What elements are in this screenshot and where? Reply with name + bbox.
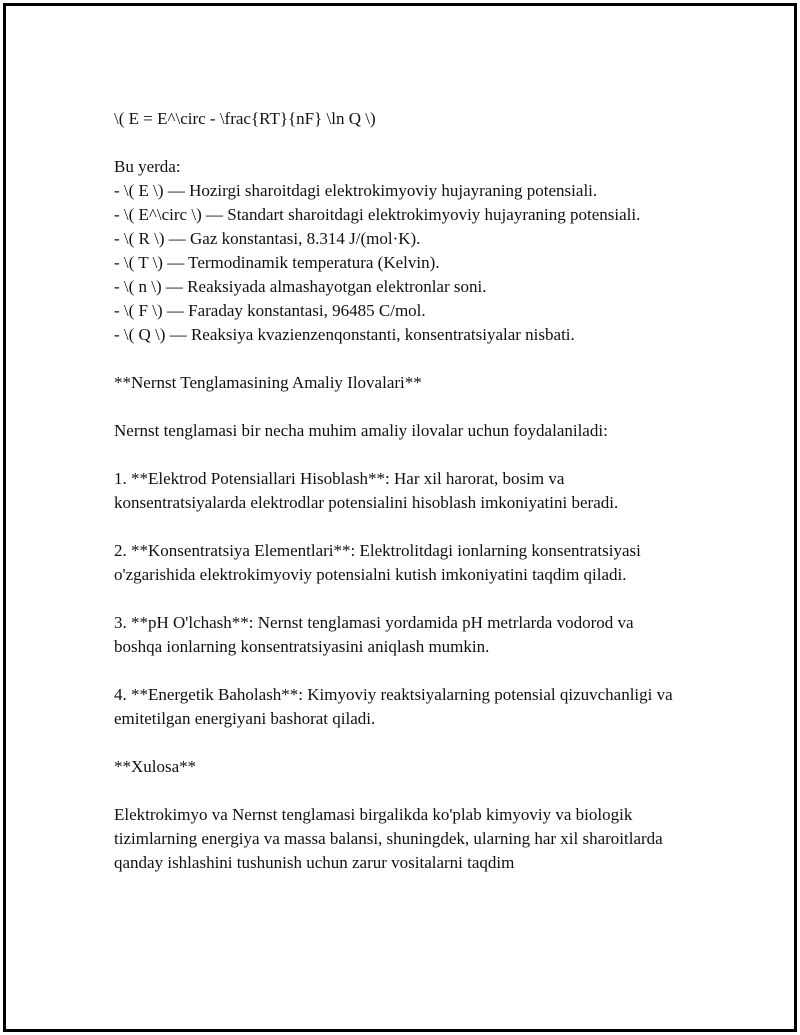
formula-block (114, 107, 684, 131)
legend-intro: Bu yerda: (114, 157, 181, 176)
section-heading: **Nernst Tenglamasining Amaliy Ilovalari** (114, 373, 422, 392)
application-item (114, 467, 684, 515)
legend-item: - \( T \) — Termodinamik temperatura (Kelvin). (114, 253, 440, 272)
conclusion-heading-block (114, 755, 684, 779)
application-text: 1. **Elektrod Potensiallari Hisoblash**: Har xil harorat, bosim va konsentratsiyalarda elektrodlar potensialini hisoblash imkoniyatini beradi. (114, 469, 619, 512)
legend-item: - \( F \) — Faraday konstantasi, 96485 C/mol. (114, 301, 426, 320)
conclusion-text: Elektrokimyo va Nernst tenglamasi birgalikda ko'plab kimyoviy va biologik tizimlarning energiya va massa balansi, shuningdek, ularning har xil sharoitlarda qanday ishlashini tushunish uchun zarur vositalarni taqdim (114, 805, 667, 872)
nernst-formula: \( E = E^\circ - \frac{RT}{nF} \ln Q \) (114, 109, 376, 128)
application-item (114, 539, 684, 587)
legend-item: - \( E \) — Hozirgi sharoitdagi elektrokimyoviy hujayraning potensiali. (114, 181, 598, 200)
application-item (114, 683, 684, 731)
conclusion-heading: **Xulosa** (114, 757, 197, 776)
application-item (114, 611, 684, 659)
section-intro-block (114, 419, 684, 443)
legend-item: - \( E^\circ \) — Standart sharoitdagi elektrokimyoviy hujayraning potensiali. (114, 205, 641, 224)
conclusion-block (114, 803, 684, 875)
variable-legend (114, 155, 684, 347)
application-text: 4. **Energetik Baholash**: Kimyoviy reaktsiyalarning potensial qizuvchanligi va emitetilgan energiyani bashorat qiladi. (114, 685, 677, 728)
legend-item: - \( R \) — Gaz konstantasi, 8.314 J/(mol·K). (114, 229, 421, 248)
legend-item: - \( n \) — Reaksiyada almashayotgan elektronlar soni. (114, 277, 487, 296)
legend-item: - \( Q \) — Reaksiya kvazienzenqonstanti, konsentratsiyalar nisbati. (114, 325, 575, 344)
section-heading-block (114, 371, 684, 395)
application-text: 2. **Konsentratsiya Elementlari**: Elektrolitdagi ionlarning konsentratsiyasi o'zgarishida elektrokimyoviy potensialni kutish imkoniyatini taqdim qiladi. (114, 541, 646, 584)
section-intro: Nernst tenglamasi bir necha muhim amaliy ilovalar uchun foydalaniladi: (114, 421, 608, 440)
application-text: 3. **pH O'lchash**: Nernst tenglamasi yordamida pH metrlarda vodorod va boshqa ionlarning konsentratsiyasini aniqlash mumkin. (114, 613, 638, 656)
document-body (114, 107, 684, 899)
